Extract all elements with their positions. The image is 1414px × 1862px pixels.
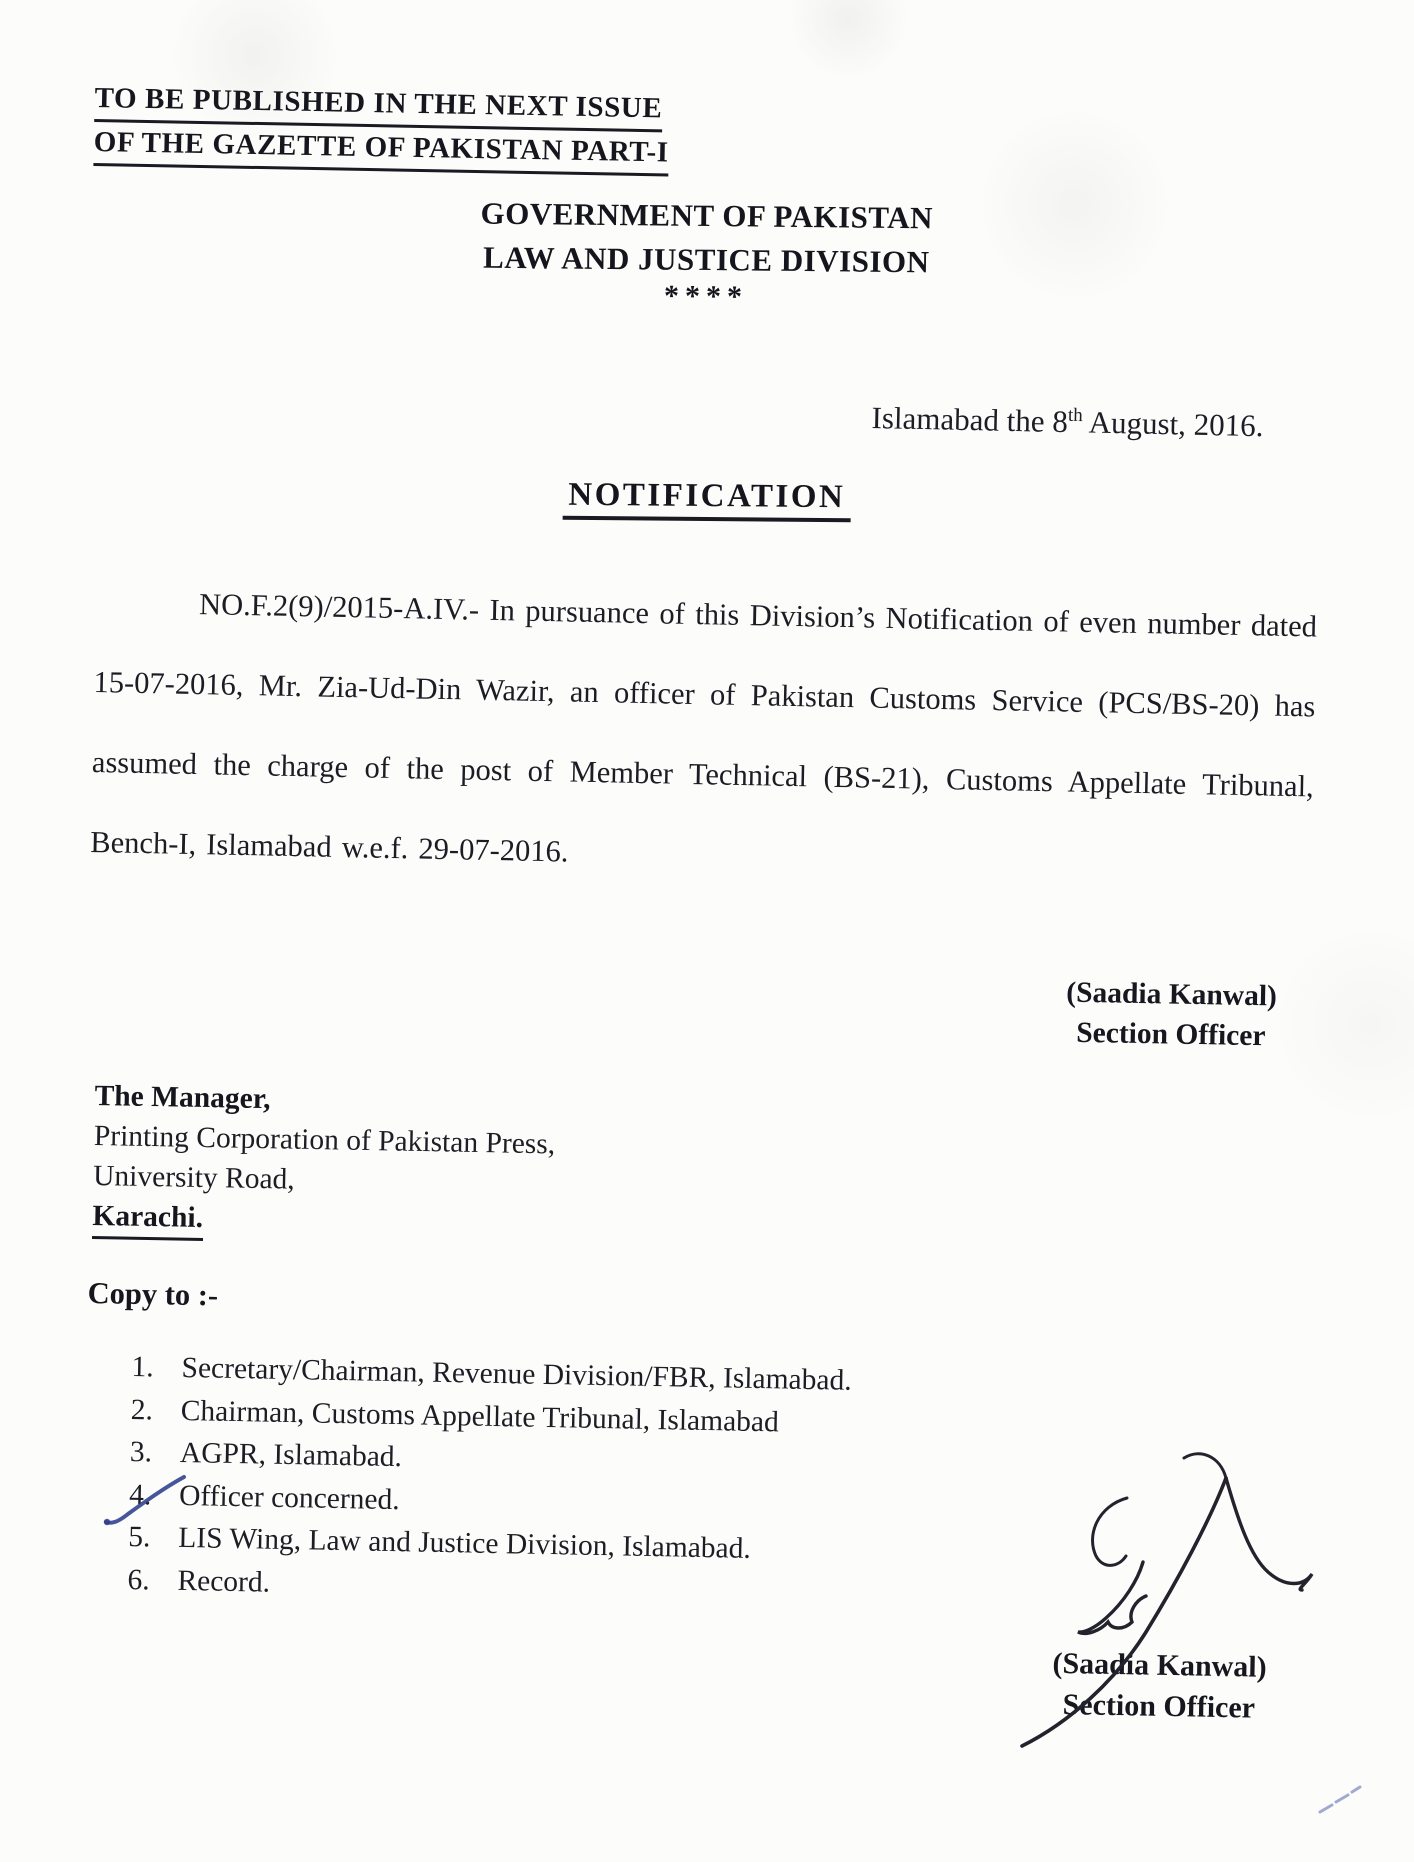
signatory-block-top	[1031, 972, 1312, 1057]
copy-distribution-list	[127, 1346, 852, 1615]
list-item-text: Chairman, Customs Appellate Tribunal, Islamabad	[180, 1394, 780, 1438]
signatory-block-bottom	[1003, 1642, 1314, 1730]
dateline-suffix: August, 2016.	[1082, 404, 1264, 444]
list-item-number: 3.	[129, 1435, 153, 1469]
gazette-header-line2: OF THE GAZETTE OF PAKISTAN PART-I	[93, 122, 669, 177]
notification-title-row	[0, 472, 1414, 527]
list-item-number: 1.	[131, 1350, 155, 1384]
gazette-header-line1: TO BE PUBLISHED IN THE NEXT ISSUE	[94, 78, 663, 132]
dateline-ordinal: th	[1067, 404, 1083, 427]
list-item-text: Secretary/Chairman, Revenue Division/FBR, Islamabad.	[181, 1351, 852, 1397]
list-item-text: LIS Wing, Law and Justice Division, Islamabad.	[178, 1521, 752, 1565]
star-separator: ****	[663, 279, 749, 314]
addressee-org: Printing Corporation of Pakistan Press,	[93, 1119, 556, 1161]
government-heading	[0, 191, 1414, 322]
list-item-number: 4.	[128, 1478, 152, 1511]
notification-body-paragraph: NO.F.2(9)/2015-A.IV.- In pursuance of this Division’s Notification of even number dated 15-07-2016, Mr. Zia-Ud-Din Wazir, an officer of Pakistan Customs Service (PCS/BS-20) has assumed the charge of the post of Member Technical (BS-21), Customs Appellate Tribunal, Bench-I, Islamabad w.e.f. 29-07-2016.	[90, 587, 1318, 869]
list-item-number: 6.	[127, 1563, 150, 1596]
dateline-prefix: Islamabad the 8	[871, 400, 1069, 440]
list-item-text: AGPR, Islamabad.	[179, 1436, 403, 1474]
signatory-name: (Saadia Kanwal)	[1052, 1646, 1267, 1684]
government-of-pakistan-line: GOVERNMENT OF PAKISTAN	[480, 195, 934, 236]
addressee-city: Karachi.	[92, 1196, 203, 1241]
list-item-number: 2.	[130, 1393, 154, 1426]
list-item-text: Record.	[177, 1564, 271, 1599]
signatory-title: Section Officer	[1062, 1688, 1256, 1725]
addressee-block	[92, 1076, 556, 1247]
addressee-recipient: The Manager,	[94, 1079, 271, 1116]
ink-blot	[104, 1519, 110, 1525]
notification-title: NOTIFICATION	[562, 477, 851, 523]
corner-pen-mark	[1320, 1787, 1360, 1812]
list-item-text: Officer concerned.	[178, 1479, 400, 1516]
signatory-name: (Saadia Kanwal)	[1066, 976, 1278, 1013]
dateline	[871, 400, 1264, 444]
list-item-number: 5.	[128, 1520, 151, 1554]
gazette-publish-header	[93, 78, 670, 177]
addressee-street: University Road,	[92, 1159, 295, 1196]
copy-to-heading: Copy to :-	[87, 1276, 219, 1313]
signatory-title: Section Officer	[1075, 1016, 1266, 1053]
law-justice-division-line: LAW AND JUSTICE DIVISION	[482, 239, 930, 280]
